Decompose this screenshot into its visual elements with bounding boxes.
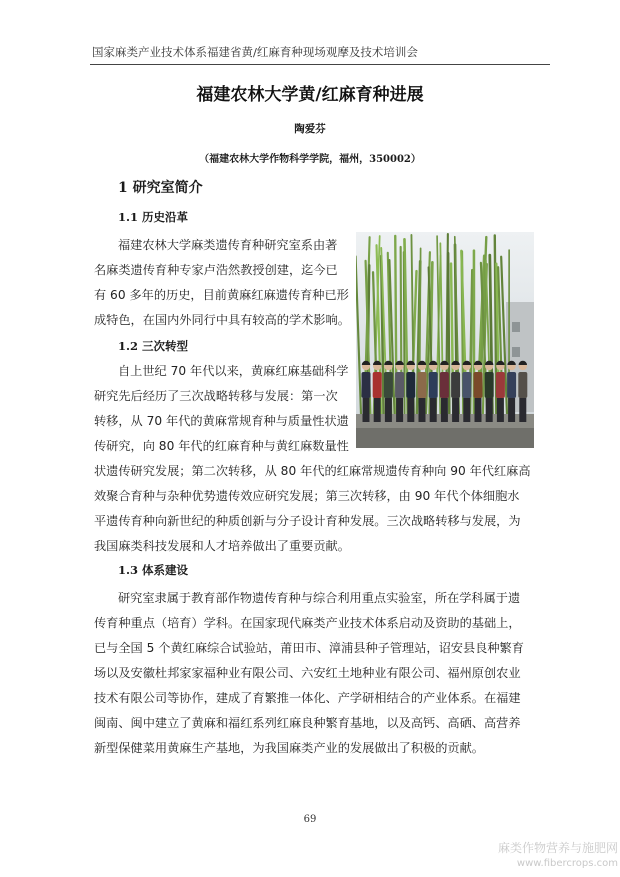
page-number: 69 [303, 814, 317, 825]
paragraph-line: 平遗传育种向新世纪的种质创新与分子设计育种发展。三次战略转移与发展，为 [94, 514, 521, 528]
watermark [492, 840, 618, 872]
paragraph-line: 闽南、闽中建立了黄麻和福红系列红麻良种繁育基地，以及高钙、高硒、高营养 [94, 716, 521, 730]
section-heading-1: 1 研究室简介 [118, 180, 203, 196]
paragraph-line: 我国麻类科技发展和人才培养做出了重要贡献。 [94, 539, 350, 553]
paragraph-line: 有 60 多年的历史，目前黄麻红麻遗传育种已形 [94, 288, 349, 302]
paragraph-line: 技术有限公司等协作，建成了育繁推一体化、产学研相结合的产业体系。在福建 [94, 691, 521, 705]
running-header: 国家麻类产业技术体系福建省黄/红麻育种现场观摩及技术培训会 [92, 45, 418, 59]
paragraph-line: 自上世纪 70 年代以来，黄麻红麻基础科学 [118, 364, 349, 378]
subsection-heading-1-2: 1.2 三次转型 [118, 339, 189, 353]
article-title: 福建农林大学黄/红麻育种进展 [196, 85, 424, 105]
paragraph-line: 已与全国 5 个黄红麻综合试验站，莆田市、漳浦县种子管理站，诏安县良种繁育 [94, 641, 524, 655]
watermark-url: www.fibercrops.com [516, 858, 618, 869]
paragraph-line: 状遗传研究发展；第二次转移，从 80 年代的红麻常规遗传育种向 90 年代红麻高 [94, 464, 531, 478]
paragraph-line: 转移，从 70 年代的黄麻常规育种与质量性状遗 [94, 414, 349, 428]
paragraph-line: 研究先后经历了三次战略转移与发展：第一次 [94, 389, 338, 403]
paragraph-line: 效聚合育种与杂种优势遗传效应研究发展；第三次转移，由 90 年代个体细胞水 [94, 489, 520, 503]
header-rule [90, 64, 550, 65]
paragraph-line: 传研究，向 80 年代的红麻育种与黄红麻数量性 [94, 439, 349, 453]
paragraph-line: 传育种重点（培育）学科。在国家现代麻类产业技术体系启动及资助的基础上， [94, 616, 521, 630]
paragraph-line: 名麻类遗传育种专家卢浩然教授创建，迄今已 [94, 263, 338, 277]
author: 陶爱芬 [294, 123, 326, 135]
group-photo [356, 232, 534, 448]
watermark-name: 麻类作物营养与施肥网 [497, 841, 618, 855]
paragraph-line: 研究室隶属于教育部作物遗传育种与综合利用重点实验室，所在学科属于遗 [118, 591, 521, 605]
subsection-heading-1-3: 1.3 体系建设 [118, 563, 189, 577]
paragraph-line: 新型保健菜用黄麻生产基地，为我国麻类产业的发展做出了积极的贡献。 [94, 741, 484, 755]
paragraph-line: 场以及安徽杜邦家家福种业有限公司、六安红土地种业有限公司、福州原创农业 [94, 666, 521, 680]
affiliation: （福建农林大学作物科学学院，福州，350002） [199, 154, 421, 165]
subsection-heading-1-1: 1.1 历史沿革 [118, 210, 189, 224]
group-photo-in-kenaf-field-icon [356, 232, 534, 448]
paragraph-line: 福建农林大学麻类遗传育种研究室系由著 [118, 238, 338, 252]
paragraph-line: 成特色，在国内外同行中具有较高的学术影响。 [94, 313, 350, 327]
